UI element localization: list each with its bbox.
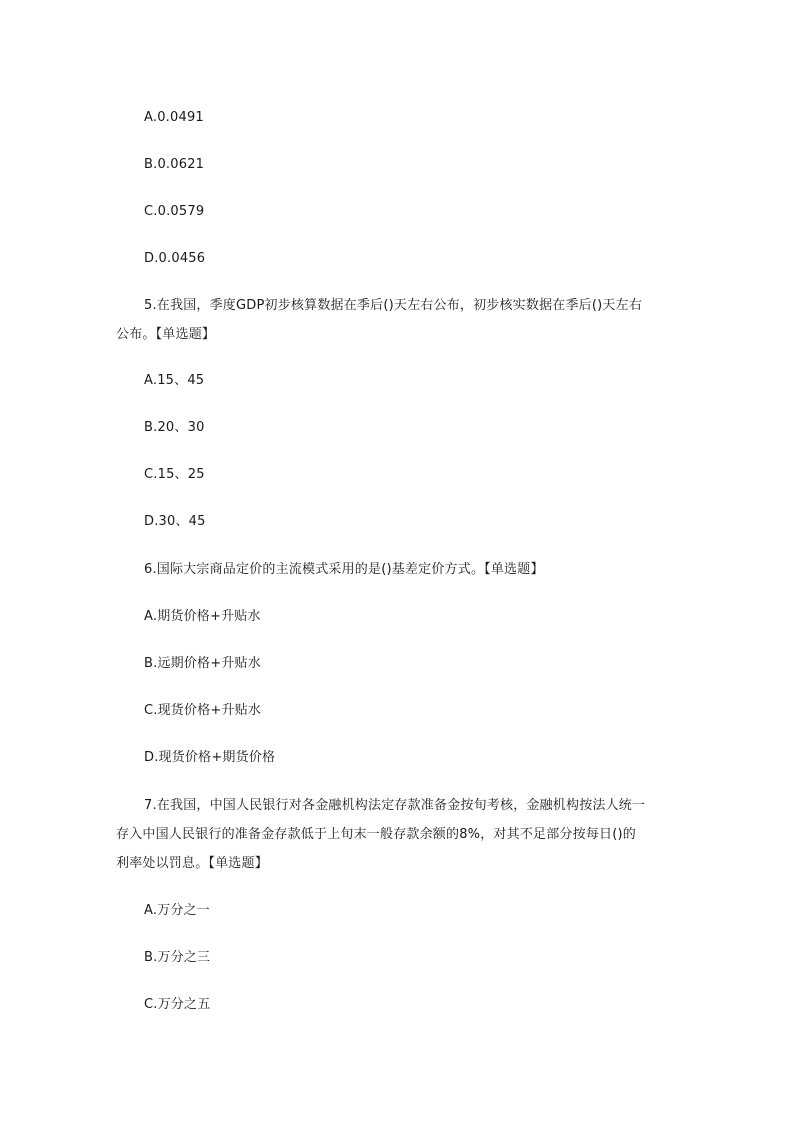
question-7-line-3: 利率处以罚息。【单选题】 (116, 856, 268, 871)
question-7-line-1: 7.在我国，中国人民银行对各金融机构法定存款准备金按旬考核，金融机构按法人统一 (144, 798, 646, 813)
option-c: C.现货价格+升贴水 (144, 703, 262, 718)
question-7-line-2: 存入中国人民银行的准备金存款低于上旬末一般存款余额的8%，对其不足部分按每日()的 (116, 827, 636, 842)
option-b: B.万分之三 (144, 950, 211, 965)
option-c: C.万分之五 (144, 997, 211, 1012)
option-b: B.远期价格+升贴水 (144, 656, 261, 671)
option-d: D.0.0456 (144, 251, 206, 266)
question-5-line-1: 5.在我国，季度GDP初步核算数据在季后()天左右公布，初步核实数据在季后()天左右 (144, 298, 643, 313)
option-b: B.20、30 (144, 420, 205, 435)
option-c: C.15、25 (144, 467, 205, 482)
option-d: D.现货价格+期货价格 (144, 750, 276, 765)
option-a: A.期货价格+升贴水 (144, 609, 261, 624)
option-c: C.0.0579 (144, 204, 205, 219)
question-6-line-1: 6.国际大宗商品定价的主流模式采用的是()基差定价方式。【单选题】 (144, 562, 544, 577)
option-d: D.30、45 (144, 514, 206, 529)
option-a: A.万分之一 (144, 903, 210, 918)
option-a: A.0.0491 (144, 110, 204, 125)
option-a: A.15、45 (144, 373, 205, 388)
question-5-line-2: 公布。【单选题】 (116, 327, 216, 342)
option-b: B.0.0621 (144, 157, 205, 172)
